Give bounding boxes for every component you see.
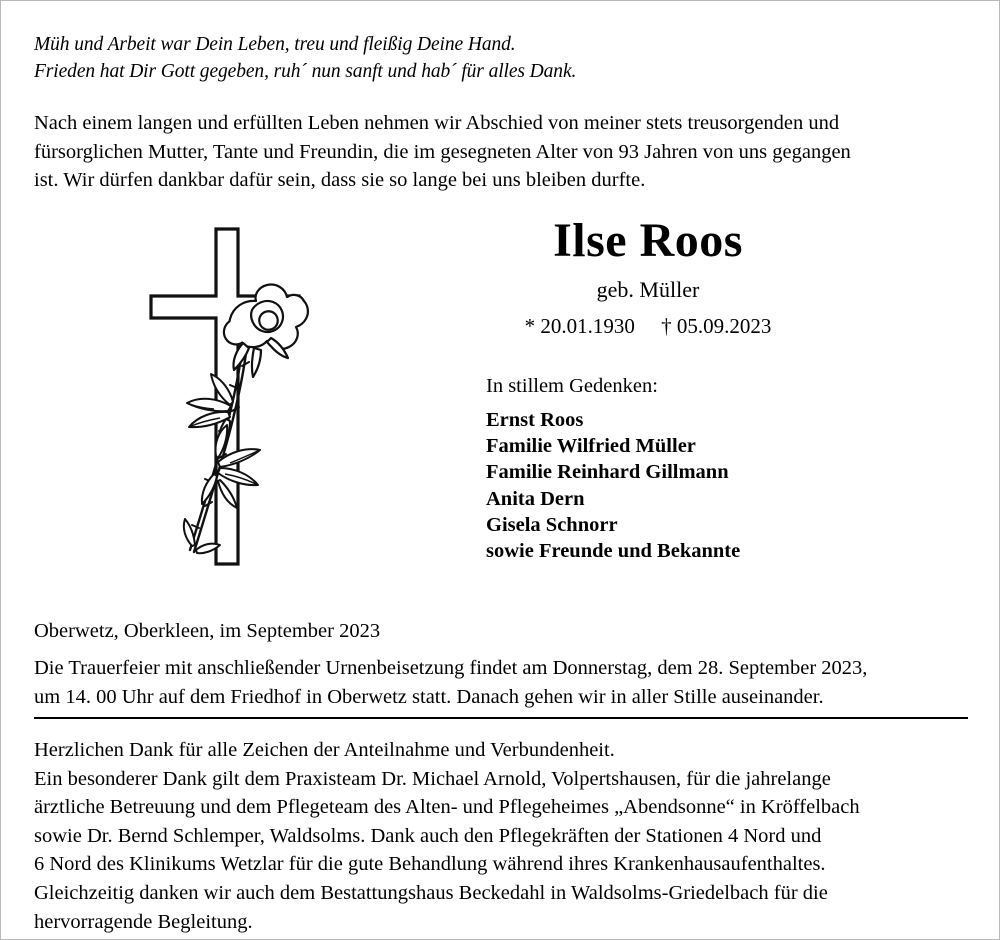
ceremony-line-1: Die Trauerfeier mit anschließender Urnenbeisetzung findet am Donnerstag, dem 28. September 2023, bbox=[34, 657, 868, 679]
list-item: Familie Wilfried Müller bbox=[486, 435, 696, 458]
mourners-block bbox=[486, 373, 906, 564]
horizontal-divider bbox=[34, 717, 968, 719]
thanks-line-6: Gleichzeitig danken wir auch dem Bestattungshaus Beckedahl in Waldsolms-Griedelbach für die bbox=[34, 881, 828, 904]
page-content bbox=[34, 1, 968, 939]
epigraph-line-1: Müh und Arbeit war Dein Leben, treu und fleißig Deine Hand. bbox=[34, 34, 516, 55]
list-item: sowie Freunde und Bekannte bbox=[486, 540, 741, 563]
epigraph-line-2: Frieden hat Dir Gott gegeben, ruh´ nun sanft und hab´ für alles Dank. bbox=[34, 61, 577, 82]
deceased-maiden-name: geb. Müller bbox=[596, 277, 700, 302]
thanks-line-7: hervorragende Begleitung. bbox=[34, 910, 253, 933]
deceased-name: Ilse Roos bbox=[553, 214, 743, 267]
thanks-line-4: sowie Dr. Bernd Schlemper, Waldsolms. Dank auch den Pflegekräften der Stationen 4 Nord und bbox=[34, 824, 822, 847]
intro-paragraph bbox=[34, 109, 968, 195]
place-and-date-line: Oberwetz, Oberkleen, im September 2023 bbox=[34, 620, 381, 642]
thanks-line-3: ärztliche Betreuung und dem Pflegeteam des Alten- und Pflegeheimes „Abendsonne“ in Kröffelbach bbox=[34, 796, 860, 819]
thanks-line-2: Ein besonderer Dank gilt dem Praxisteam Dr. Michael Arnold, Volpertshausen, für die jahrelange bbox=[34, 767, 831, 790]
list-item: Familie Reinhard Gillmann bbox=[486, 461, 729, 484]
cross-with-rose-illustration bbox=[104, 206, 334, 581]
deceased-block bbox=[438, 213, 858, 341]
thanks-line-1: Herzlichen Dank für alle Zeichen der Anteilnahme und Verbundenheit. bbox=[34, 739, 615, 761]
thanks-paragraph bbox=[34, 736, 968, 936]
mourners-list bbox=[486, 407, 906, 564]
mourners-heading: In stillem Gedenken: bbox=[486, 375, 658, 397]
intro-line-2: fürsorglichen Mutter, Tante und Freundin, die im gesegneten Alter von 93 Jahren von uns gegangen bbox=[34, 140, 851, 163]
thanks-line-5: 6 Nord des Klinikums Wetzlar für die gute Behandlung während ihres Krankenhausaufenthaltes. bbox=[34, 853, 826, 876]
ceremony-line-2: um 14. 00 Uhr auf dem Friedhof in Oberwetz statt. Danach gehen wir in aller Stille auseinander. bbox=[34, 686, 824, 708]
ceremony-paragraph bbox=[34, 654, 968, 712]
epigraph-verse bbox=[34, 31, 734, 85]
list-item: Ernst Roos bbox=[486, 409, 584, 431]
deceased-life-dates: * 20.01.1930 † 05.09.2023 bbox=[524, 314, 772, 338]
intro-line-1: Nach einem langen und erfüllten Leben nehmen wir Abschied von meiner stets treusorgenden und bbox=[34, 112, 840, 134]
list-item: Anita Dern bbox=[486, 487, 585, 510]
list-item: Gisela Schnorr bbox=[486, 513, 618, 536]
intro-line-3: ist. Wir dürfen dankbar dafür sein, dass sie so lange bei uns bleiben durfte. bbox=[34, 169, 646, 191]
